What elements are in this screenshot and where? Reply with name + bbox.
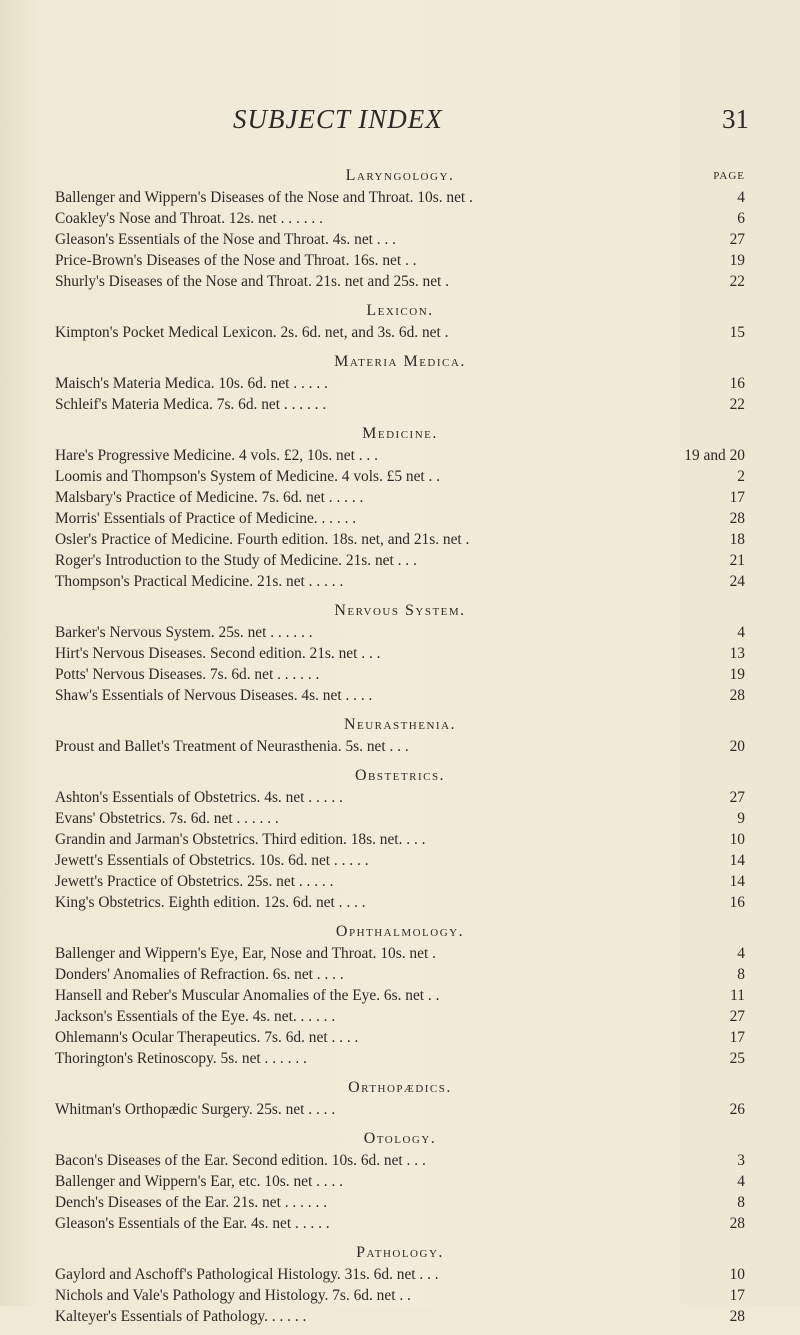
index-entry: [55, 1150, 745, 1171]
entry-page-number: 3: [737, 1152, 745, 1169]
entry-title: Ballenger and Wippern's Eye, Ear, Nose and Throat. 10s. net .: [55, 945, 436, 962]
section-gap: [55, 592, 745, 600]
entry-title: Osler's Practice of Medicine. Fourth edition. 18s. net, and 21s. net .: [55, 531, 470, 548]
entry-page-number: 27: [729, 1008, 745, 1025]
entry-page-number: 10: [729, 831, 745, 848]
section-heading-text: Ophthalmology.: [335, 923, 465, 940]
section-gap: [55, 1327, 745, 1335]
index-entry: [55, 208, 745, 229]
entry-title: Kimpton's Pocket Medical Lexicon. 2s. 6d. net, and 3s. 6d. net .: [55, 324, 449, 341]
index-entry: [55, 985, 745, 1006]
entry-page-number: 20: [729, 738, 745, 755]
entry-title: Ashton's Essentials of Obstetrics. 4s. net . . . . .: [55, 789, 343, 806]
entry-page-number: 28: [729, 1308, 745, 1325]
index-entry: [55, 829, 745, 850]
section-heading: [55, 165, 745, 187]
index-entry: [55, 1264, 745, 1285]
entry-title: Donders' Anomalies of Refraction. 6s. net . . . .: [55, 966, 344, 983]
entry-title: Dench's Diseases of the Ear. 21s. net . . . . . .: [55, 1194, 328, 1211]
entry-page-number: 10: [729, 1266, 745, 1283]
entry-title: Bacon's Diseases of the Ear. Second edition. 10s. 6d. net . . .: [55, 1152, 426, 1169]
index-entry: [55, 1099, 745, 1120]
entry-title: Potts' Nervous Diseases. 7s. 6d. net . . . . . .: [55, 666, 320, 683]
entry-page-number: 15: [729, 324, 745, 341]
index-entry: [55, 622, 745, 643]
index-entry: [55, 1171, 745, 1192]
entry-page-number: 27: [729, 789, 745, 806]
index-entry: [55, 787, 745, 808]
index-entry: [55, 892, 745, 913]
entry-title: Proust and Ballet's Treatment of Neurasthenia. 5s. net . . .: [55, 738, 409, 755]
entry-title: Grandin and Jarman's Obstetrics. Third edition. 18s. net. . . .: [55, 831, 426, 848]
entry-title: Nichols and Vale's Pathology and Histology. 7s. 6d. net . .: [55, 1287, 411, 1304]
index-entry: [55, 250, 745, 271]
entry-title: Barker's Nervous System. 25s. net . . . . . .: [55, 624, 313, 641]
index-entry: [55, 271, 745, 292]
entry-page-number: 22: [729, 273, 745, 290]
section-heading-text: Lexicon.: [366, 302, 434, 319]
entry-title: Jewett's Essentials of Obstetrics. 10s. 6d. net . . . . .: [55, 852, 369, 869]
index-entry: [55, 1306, 745, 1327]
section-heading-text: Orthopædics.: [348, 1079, 452, 1096]
section-gap: [55, 415, 745, 423]
running-head: [0, 104, 800, 144]
section-heading-text: Obstetrics.: [354, 767, 446, 784]
index-entry: [55, 487, 745, 508]
section-heading: [55, 351, 745, 373]
index-entry: [55, 808, 745, 829]
entry-title: Malsbary's Practice of Medicine. 7s. 6d. net . . . . .: [55, 489, 364, 506]
section-gap: [55, 757, 745, 765]
entry-title: Loomis and Thompson's System of Medicine. 4 vols. £5 net . .: [55, 468, 441, 485]
entry-page-number: 19: [729, 666, 745, 683]
section-heading-text: Neurasthenia.: [343, 716, 457, 733]
section-gap: [55, 913, 745, 921]
entry-title: Morris' Essentials of Practice of Medicine. . . . . .: [55, 510, 357, 527]
entry-page-number: 18: [729, 531, 745, 548]
index-entry: [55, 871, 745, 892]
entry-title: Thompson's Practical Medicine. 21s. net . . . . .: [55, 573, 344, 590]
entry-page-number: 14: [729, 852, 745, 869]
entry-page-number: 17: [729, 1029, 745, 1046]
entry-title: Jewett's Practice of Obstetrics. 25s. net . . . . .: [55, 873, 334, 890]
page-column-label: PAGE: [713, 170, 745, 182]
entry-title: Ballenger and Wippern's Ear, etc. 10s. net . . . .: [55, 1173, 344, 1190]
entry-page-number: 28: [729, 1215, 745, 1232]
section-heading-text: Otology.: [363, 1130, 437, 1147]
entry-title: Gaylord and Aschoff's Pathological Histology. 31s. 6d. net . . .: [55, 1266, 439, 1283]
index-entry: [55, 1285, 745, 1306]
entry-page-number: 6: [737, 210, 745, 227]
index-entry: [55, 850, 745, 871]
index-entry: [55, 373, 745, 394]
index-entry: [55, 1048, 745, 1069]
index-entry: [55, 508, 745, 529]
entry-title: Price-Brown's Diseases of the Nose and Throat. 16s. net . .: [55, 252, 417, 269]
entry-title: Gleason's Essentials of the Ear. 4s. net . . . . .: [55, 1215, 330, 1232]
section-heading: [55, 765, 745, 787]
section-heading: [55, 300, 745, 322]
index-entry: [55, 187, 745, 208]
index-entry: [55, 1192, 745, 1213]
entry-title: Roger's Introduction to the Study of Medicine. 21s. net . . .: [55, 552, 417, 569]
entry-page-number: 4: [737, 624, 745, 641]
entry-page-number: 19 and 20: [684, 447, 745, 464]
entry-title: Jackson's Essentials of the Eye. 4s. net. . . . . .: [55, 1008, 336, 1025]
index-entry: [55, 229, 745, 250]
entry-title: Gleason's Essentials of the Nose and Throat. 4s. net . . .: [55, 231, 397, 248]
index-entry: [55, 550, 745, 571]
page-number: 31: [722, 104, 749, 134]
entry-page-number: 9: [737, 810, 745, 827]
entry-page-number: 2: [737, 468, 745, 485]
entry-title: King's Obstetrics. Eighth edition. 12s. 6d. net . . . .: [55, 894, 366, 911]
entry-title: Whitman's Orthopædic Surgery. 25s. net . . . .: [55, 1101, 336, 1118]
index-entry: [55, 664, 745, 685]
section-heading: [55, 1128, 745, 1150]
index-entry: [55, 322, 745, 343]
entry-page-number: 28: [729, 510, 745, 527]
subject-index: [55, 165, 745, 1335]
entry-page-number: 4: [737, 189, 745, 206]
entry-title: Hirt's Nervous Diseases. Second edition. 21s. net . . .: [55, 645, 381, 662]
index-entry: [55, 964, 745, 985]
entry-page-number: 28: [729, 687, 745, 704]
entry-title: Evans' Obstetrics. 7s. 6d. net . . . . . .: [55, 810, 279, 827]
index-entry: [55, 394, 745, 415]
entry-page-number: 17: [729, 489, 745, 506]
index-entry: [55, 445, 745, 466]
entry-title: Maisch's Materia Medica. 10s. 6d. net . . . . .: [55, 375, 328, 392]
entry-page-number: 21: [729, 552, 745, 569]
entry-page-number: 24: [729, 573, 745, 590]
entry-page-number: 4: [737, 1173, 745, 1190]
index-entry: [55, 685, 745, 706]
section-heading: [55, 600, 745, 622]
section-heading-text: Pathology.: [356, 1244, 444, 1261]
entry-title: Hansell and Reber's Muscular Anomalies of the Eye. 6s. net . .: [55, 987, 440, 1004]
index-entry: [55, 1213, 745, 1234]
entry-page-number: 8: [737, 1194, 745, 1211]
section-heading-text: Laryngology.: [345, 167, 455, 184]
entry-page-number: 13: [729, 645, 745, 662]
index-entry: [55, 943, 745, 964]
entry-title: Hare's Progressive Medicine. 4 vols. £2, 10s. net . . .: [55, 447, 378, 464]
entry-page-number: 25: [729, 1050, 745, 1067]
section-gap: [55, 1069, 745, 1077]
index-entry: [55, 1006, 745, 1027]
section-gap: [55, 292, 745, 300]
section-heading: [55, 714, 745, 736]
entry-page-number: 16: [729, 375, 745, 392]
entry-title: Coakley's Nose and Throat. 12s. net . . . . . .: [55, 210, 323, 227]
entry-page-number: 8: [737, 966, 745, 983]
entry-page-number: 14: [729, 873, 745, 890]
section-heading: [55, 1077, 745, 1099]
entry-title: Shaw's Essentials of Nervous Diseases. 4s. net . . . .: [55, 687, 373, 704]
entry-page-number: 16: [729, 894, 745, 911]
index-entry: [55, 571, 745, 592]
section-heading-text: Nervous System.: [334, 602, 466, 619]
section-heading: [55, 921, 745, 943]
index-entry: [55, 643, 745, 664]
entry-page-number: 26: [729, 1101, 745, 1118]
section-gap: [55, 343, 745, 351]
section-gap: [55, 1234, 745, 1242]
entry-page-number: 22: [729, 396, 745, 413]
section-heading: [55, 423, 745, 445]
section-heading-text: Materia Medica.: [334, 353, 466, 370]
entry-page-number: 27: [729, 231, 745, 248]
entry-page-number: 17: [729, 1287, 745, 1304]
index-entry: [55, 529, 745, 550]
entry-title: Ohlemann's Ocular Therapeutics. 7s. 6d. net . . . .: [55, 1029, 359, 1046]
index-entry: [55, 736, 745, 757]
entry-title: Thorington's Retinoscopy. 5s. net . . . . . .: [55, 1050, 307, 1067]
index-entry: [55, 1027, 745, 1048]
page-title: SUBJECT INDEX: [233, 104, 443, 134]
section-gap: [55, 1120, 745, 1128]
entry-title: Shurly's Diseases of the Nose and Throat. 21s. net and 25s. net .: [55, 273, 450, 290]
section-heading: [55, 1242, 745, 1264]
section-gap: [55, 706, 745, 714]
entry-page-number: 4: [737, 945, 745, 962]
entry-title: Ballenger and Wippern's Diseases of the Nose and Throat. 10s. net .: [55, 189, 473, 206]
section-heading-text: Medicine.: [362, 425, 438, 442]
entry-title: Schleif's Materia Medica. 7s. 6d. net . . . . . .: [55, 396, 327, 413]
entry-page-number: 11: [730, 987, 745, 1004]
entry-title: Kalteyer's Essentials of Pathology. . . . . .: [55, 1308, 307, 1325]
index-entry: [55, 466, 745, 487]
entry-page-number: 19: [729, 252, 745, 269]
